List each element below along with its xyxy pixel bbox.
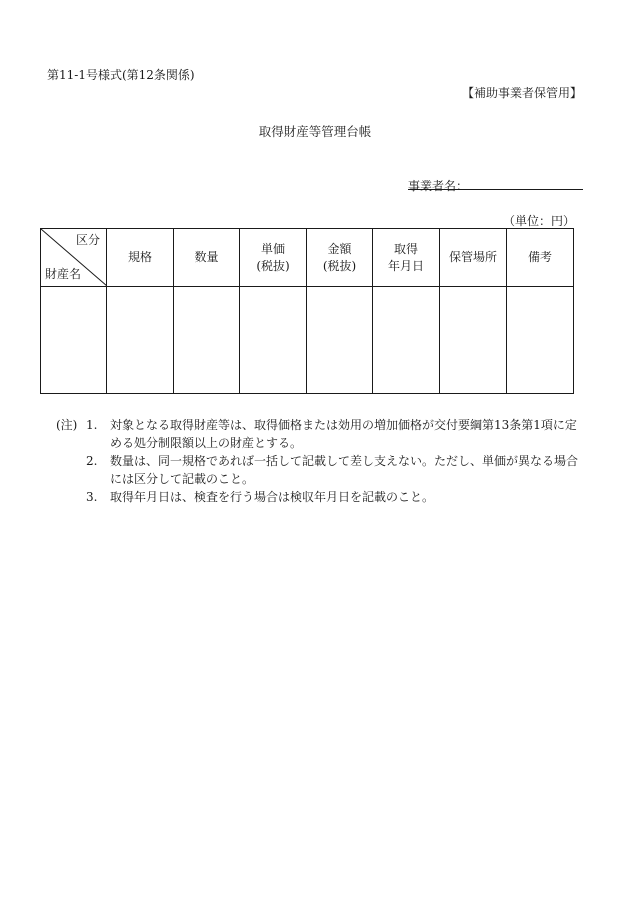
- unit-note: （単位：円）: [502, 214, 575, 228]
- cell-remarks[interactable]: [507, 287, 574, 394]
- note-item: [56, 452, 580, 488]
- corner-header-category: 区分: [75, 233, 100, 247]
- cell-spec[interactable]: [107, 287, 174, 394]
- note-number: 3.: [86, 490, 98, 504]
- notes-prefix: (注): [56, 418, 78, 432]
- cell-asset-name[interactable]: [41, 287, 107, 394]
- asset-ledger-table: [40, 228, 574, 394]
- corner-header: [41, 229, 107, 287]
- column-header-quantity: 数量: [174, 229, 240, 287]
- note-number: 1.: [86, 418, 98, 432]
- note-item: [56, 416, 580, 452]
- cell-storage-location[interactable]: [440, 287, 507, 394]
- column-header-remarks: 備考: [507, 229, 574, 287]
- note-text: 数量は、同一規格であれば一括して記載して差し支えない。ただし、単価が異なる場合には区分して記載のこと。: [110, 454, 579, 486]
- cell-quantity[interactable]: [174, 287, 240, 394]
- operator-name-label: 事業者名：: [408, 179, 469, 193]
- note-text: 対象となる取得財産等は、取得価格または効用の増加価格が交付要綱第13条第1項に定める処分制限額以上の財産とする。: [110, 418, 577, 450]
- note-number: 2.: [86, 454, 98, 468]
- note-text: 取得年月日は、検査を行う場合は検収年月日を記載のこと。: [110, 490, 435, 504]
- corner-header-asset-name: 財産名: [45, 267, 82, 281]
- cell-amount[interactable]: [307, 287, 373, 394]
- column-header-spec: 規格: [107, 229, 174, 287]
- cell-acquisition-date[interactable]: [373, 287, 440, 394]
- form-number: 第11-1号様式(第12条関係): [47, 68, 195, 82]
- column-header-storage-location: 保管場所: [440, 229, 507, 287]
- notes-section: [56, 416, 580, 506]
- note-item: [56, 488, 580, 506]
- column-header-unit-price: 単価 (税抜): [240, 229, 307, 287]
- usage-label: 【補助事業者保管用】: [461, 86, 582, 100]
- document-title: 取得財産等管理台帳: [258, 124, 372, 139]
- column-header-amount: 金額 (税抜): [307, 229, 373, 287]
- column-header-acquisition-date: 取得 年月日: [373, 229, 440, 287]
- operator-name-field[interactable]: [408, 177, 583, 193]
- table-row: [41, 287, 574, 394]
- table-header-row: [41, 229, 574, 287]
- cell-unit-price[interactable]: [240, 287, 307, 394]
